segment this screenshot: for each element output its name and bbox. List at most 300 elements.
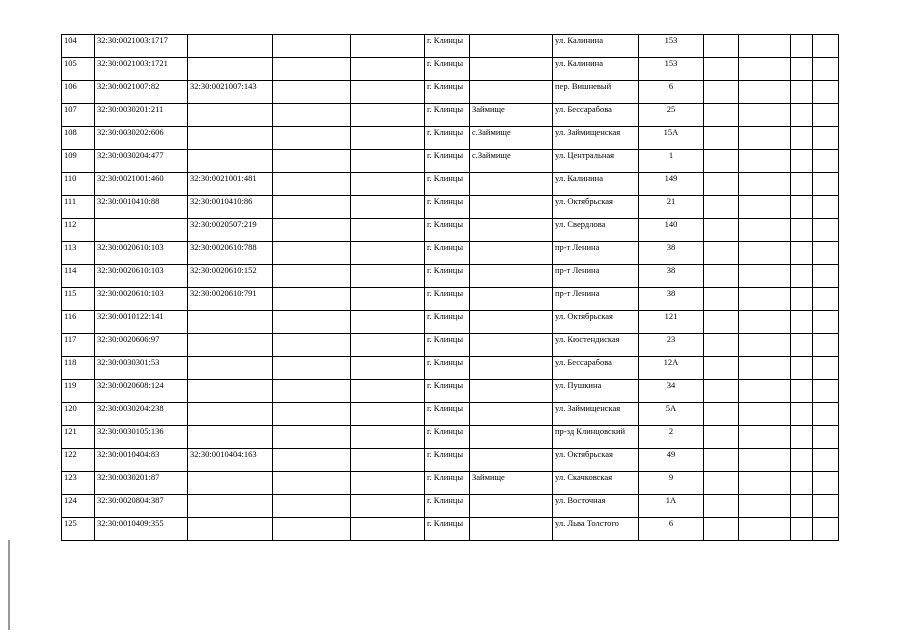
empty-cell xyxy=(739,150,791,173)
empty-cell xyxy=(813,518,839,541)
settlement-cell xyxy=(470,288,553,311)
table-row xyxy=(62,380,839,403)
street-cell: пер. Вишневый xyxy=(553,81,639,104)
empty-cell xyxy=(273,495,351,518)
table-row xyxy=(62,196,839,219)
city-cell: г. Клинцы xyxy=(425,288,470,311)
row-number: 124 xyxy=(62,495,95,518)
empty-cell xyxy=(791,495,813,518)
street-cell: пр-т Ленина xyxy=(553,288,639,311)
empty-cell xyxy=(273,472,351,495)
empty-cell xyxy=(813,81,839,104)
cadastral-number: 32:30:0010410:88 xyxy=(95,196,188,219)
settlement-cell xyxy=(470,357,553,380)
settlement-cell xyxy=(470,58,553,81)
empty-cell xyxy=(813,173,839,196)
empty-cell xyxy=(739,380,791,403)
cadastral-number-related xyxy=(188,495,273,518)
empty-cell xyxy=(739,403,791,426)
cadastral-number-related xyxy=(188,357,273,380)
empty-cell xyxy=(791,311,813,334)
street-cell: ул. Октябрьская xyxy=(553,196,639,219)
house-number: 34 xyxy=(639,380,704,403)
city-cell: г. Клинцы xyxy=(425,81,470,104)
empty-cell xyxy=(813,35,839,58)
house-number: 23 xyxy=(639,334,704,357)
empty-cell xyxy=(273,127,351,150)
empty-cell xyxy=(704,311,739,334)
empty-cell xyxy=(739,426,791,449)
cadastral-number-related xyxy=(188,35,273,58)
empty-cell xyxy=(813,288,839,311)
empty-cell xyxy=(813,311,839,334)
empty-cell xyxy=(273,173,351,196)
settlement-cell xyxy=(470,518,553,541)
empty-cell xyxy=(351,288,425,311)
empty-cell xyxy=(704,196,739,219)
cadastral-number-related xyxy=(188,311,273,334)
cadastral-number-related xyxy=(188,58,273,81)
row-number: 121 xyxy=(62,426,95,449)
cadastral-number-related xyxy=(188,403,273,426)
house-number: 38 xyxy=(639,242,704,265)
empty-cell xyxy=(791,196,813,219)
cadastral-number: 32:30:0020804:387 xyxy=(95,495,188,518)
cadastral-number-related xyxy=(188,334,273,357)
cadastral-number: 32:30:0030301:53 xyxy=(95,357,188,380)
empty-cell xyxy=(351,426,425,449)
settlement-cell xyxy=(470,35,553,58)
settlement-cell xyxy=(470,173,553,196)
row-number: 105 xyxy=(62,58,95,81)
empty-cell xyxy=(273,288,351,311)
empty-cell xyxy=(704,288,739,311)
city-cell: г. Клинцы xyxy=(425,403,470,426)
empty-cell xyxy=(791,219,813,242)
cadastral-number-related: 32:30:0021007:143 xyxy=(188,81,273,104)
table-row xyxy=(62,35,839,58)
empty-cell xyxy=(739,265,791,288)
empty-cell xyxy=(813,495,839,518)
settlement-cell xyxy=(470,242,553,265)
empty-cell xyxy=(704,357,739,380)
empty-cell xyxy=(351,173,425,196)
city-cell: г. Клинцы xyxy=(425,219,470,242)
settlement-cell: с.Займище xyxy=(470,150,553,173)
house-number: 5А xyxy=(639,403,704,426)
settlement-cell xyxy=(470,196,553,219)
empty-cell xyxy=(704,127,739,150)
street-cell: ул. Восточная xyxy=(553,495,639,518)
table-row xyxy=(62,311,839,334)
row-number: 106 xyxy=(62,81,95,104)
empty-cell xyxy=(813,472,839,495)
cadastral-number-related: 32:30:0020610:788 xyxy=(188,242,273,265)
row-number: 116 xyxy=(62,311,95,334)
empty-cell xyxy=(791,104,813,127)
empty-cell xyxy=(791,127,813,150)
empty-cell xyxy=(739,127,791,150)
empty-cell xyxy=(739,196,791,219)
empty-cell xyxy=(351,81,425,104)
cadastral-number-related xyxy=(188,426,273,449)
city-cell: г. Клинцы xyxy=(425,426,470,449)
empty-cell xyxy=(351,219,425,242)
settlement-cell xyxy=(470,380,553,403)
city-cell: г. Клинцы xyxy=(425,495,470,518)
empty-cell xyxy=(273,426,351,449)
table-row xyxy=(62,265,839,288)
settlement-cell xyxy=(470,81,553,104)
table-row xyxy=(62,104,839,127)
street-cell: ул. Калинина xyxy=(553,58,639,81)
city-cell: г. Клинцы xyxy=(425,449,470,472)
cadastral-number-related: 32:30:0021001:481 xyxy=(188,173,273,196)
settlement-cell xyxy=(470,449,553,472)
empty-cell xyxy=(704,495,739,518)
cadastral-number: 32:30:0020610:103 xyxy=(95,288,188,311)
city-cell: г. Клинцы xyxy=(425,150,470,173)
settlement-cell xyxy=(470,265,553,288)
street-cell: ул. Пушкина xyxy=(553,380,639,403)
cadastral-number-related: 32:30:0020610:791 xyxy=(188,288,273,311)
street-cell: ул. Кюстендиская xyxy=(553,334,639,357)
city-cell: г. Клинцы xyxy=(425,357,470,380)
row-number: 111 xyxy=(62,196,95,219)
empty-cell xyxy=(351,265,425,288)
city-cell: г. Клинцы xyxy=(425,242,470,265)
empty-cell xyxy=(273,311,351,334)
empty-cell xyxy=(813,219,839,242)
house-number: 49 xyxy=(639,449,704,472)
city-cell: г. Клинцы xyxy=(425,334,470,357)
cadastral-number xyxy=(95,219,188,242)
empty-cell xyxy=(791,357,813,380)
house-number: 15А xyxy=(639,127,704,150)
row-number: 120 xyxy=(62,403,95,426)
street-cell: ул. Калинина xyxy=(553,173,639,196)
settlement-cell: с.Займище xyxy=(470,127,553,150)
empty-cell xyxy=(704,173,739,196)
cadastral-number: 32:30:0030204:477 xyxy=(95,150,188,173)
table-row xyxy=(62,334,839,357)
city-cell: г. Клинцы xyxy=(425,518,470,541)
street-cell: ул. Скачковская xyxy=(553,472,639,495)
cadastral-number: 32:30:0030201:87 xyxy=(95,472,188,495)
cadastral-number-related: 32:30:0010410:86 xyxy=(188,196,273,219)
empty-cell xyxy=(351,311,425,334)
empty-cell xyxy=(813,58,839,81)
table-row xyxy=(62,127,839,150)
empty-cell xyxy=(273,449,351,472)
empty-cell xyxy=(813,104,839,127)
table-row xyxy=(62,219,839,242)
house-number: 6 xyxy=(639,81,704,104)
empty-cell xyxy=(351,127,425,150)
empty-cell xyxy=(351,150,425,173)
cadastral-number: 32:30:0020606:97 xyxy=(95,334,188,357)
empty-cell xyxy=(351,35,425,58)
empty-cell xyxy=(791,242,813,265)
street-cell: ул. Свердлова xyxy=(553,219,639,242)
table-row xyxy=(62,403,839,426)
table-row xyxy=(62,58,839,81)
empty-cell xyxy=(704,219,739,242)
house-number: 25 xyxy=(639,104,704,127)
cadastral-number: 32:30:0020608:124 xyxy=(95,380,188,403)
empty-cell xyxy=(704,35,739,58)
empty-cell xyxy=(273,518,351,541)
cadastral-number: 32:30:0010409:355 xyxy=(95,518,188,541)
empty-cell xyxy=(791,518,813,541)
city-cell: г. Клинцы xyxy=(425,380,470,403)
house-number: 153 xyxy=(639,58,704,81)
table-row xyxy=(62,288,839,311)
empty-cell xyxy=(813,380,839,403)
city-cell: г. Клинцы xyxy=(425,58,470,81)
empty-cell xyxy=(791,334,813,357)
settlement-cell xyxy=(470,426,553,449)
settlement-cell xyxy=(470,495,553,518)
empty-cell xyxy=(704,242,739,265)
empty-cell xyxy=(813,242,839,265)
empty-cell xyxy=(273,81,351,104)
street-cell: ул. Центральная xyxy=(553,150,639,173)
cadastral-number: 32:30:0030201:211 xyxy=(95,104,188,127)
house-number: 9 xyxy=(639,472,704,495)
empty-cell xyxy=(791,173,813,196)
empty-cell xyxy=(273,357,351,380)
settlement-cell xyxy=(470,403,553,426)
cadastral-number: 32:30:0021001:460 xyxy=(95,173,188,196)
table-row xyxy=(62,242,839,265)
empty-cell xyxy=(351,196,425,219)
house-number: 153 xyxy=(639,35,704,58)
house-number: 2 xyxy=(639,426,704,449)
empty-cell xyxy=(273,150,351,173)
registry-table xyxy=(61,34,839,541)
cadastral-number-related xyxy=(188,380,273,403)
row-number: 113 xyxy=(62,242,95,265)
street-cell: ул. Калинина xyxy=(553,35,639,58)
empty-cell xyxy=(704,380,739,403)
row-number: 125 xyxy=(62,518,95,541)
empty-cell xyxy=(739,104,791,127)
empty-cell xyxy=(351,380,425,403)
row-number: 110 xyxy=(62,173,95,196)
city-cell: г. Клинцы xyxy=(425,196,470,219)
cadastral-number: 32:30:0021003:1721 xyxy=(95,58,188,81)
empty-cell xyxy=(273,334,351,357)
row-number: 109 xyxy=(62,150,95,173)
row-number: 118 xyxy=(62,357,95,380)
empty-cell xyxy=(791,449,813,472)
empty-cell xyxy=(813,127,839,150)
empty-cell xyxy=(739,449,791,472)
empty-cell xyxy=(813,403,839,426)
house-number: 38 xyxy=(639,265,704,288)
empty-cell xyxy=(791,380,813,403)
empty-cell xyxy=(791,472,813,495)
cadastral-number-related: 32:30:0020507:219 xyxy=(188,219,273,242)
cadastral-number-related: 32:30:0020610:152 xyxy=(188,265,273,288)
empty-cell xyxy=(739,334,791,357)
table-row xyxy=(62,518,839,541)
city-cell: г. Клинцы xyxy=(425,104,470,127)
cadastral-number: 32:30:0020610:103 xyxy=(95,265,188,288)
empty-cell xyxy=(791,265,813,288)
cadastral-number-related xyxy=(188,104,273,127)
street-cell: ул. Займищенская xyxy=(553,403,639,426)
empty-cell xyxy=(739,58,791,81)
empty-cell xyxy=(791,426,813,449)
city-cell: г. Клинцы xyxy=(425,127,470,150)
cadastral-number-related xyxy=(188,127,273,150)
empty-cell xyxy=(813,357,839,380)
empty-cell xyxy=(813,334,839,357)
registry-rows xyxy=(62,35,839,541)
cadastral-number-related xyxy=(188,518,273,541)
table-row xyxy=(62,472,839,495)
empty-cell xyxy=(273,196,351,219)
table-row xyxy=(62,426,839,449)
empty-cell xyxy=(813,426,839,449)
row-number: 117 xyxy=(62,334,95,357)
cadastral-number: 32:30:0021003:1717 xyxy=(95,35,188,58)
empty-cell xyxy=(791,81,813,104)
empty-cell xyxy=(739,81,791,104)
scan-edge-mark xyxy=(8,540,10,630)
empty-cell xyxy=(351,104,425,127)
row-number: 104 xyxy=(62,35,95,58)
cadastral-number-related: 32:30:0010404:163 xyxy=(188,449,273,472)
empty-cell xyxy=(273,104,351,127)
house-number: 149 xyxy=(639,173,704,196)
empty-cell xyxy=(791,35,813,58)
cadastral-number: 32:30:0021007:82 xyxy=(95,81,188,104)
empty-cell xyxy=(351,242,425,265)
row-number: 115 xyxy=(62,288,95,311)
empty-cell xyxy=(273,58,351,81)
empty-cell xyxy=(739,35,791,58)
empty-cell xyxy=(739,495,791,518)
empty-cell xyxy=(739,242,791,265)
table-row xyxy=(62,357,839,380)
house-number: 21 xyxy=(639,196,704,219)
empty-cell xyxy=(351,334,425,357)
city-cell: г. Клинцы xyxy=(425,35,470,58)
empty-cell xyxy=(704,426,739,449)
empty-cell xyxy=(739,357,791,380)
empty-cell xyxy=(351,518,425,541)
cadastral-number: 32:30:0030202:606 xyxy=(95,127,188,150)
empty-cell xyxy=(704,81,739,104)
street-cell: пр-т Ленина xyxy=(553,265,639,288)
empty-cell xyxy=(704,104,739,127)
house-number: 1А xyxy=(639,495,704,518)
cadastral-number-related xyxy=(188,472,273,495)
table-row xyxy=(62,449,839,472)
empty-cell xyxy=(704,334,739,357)
row-number: 119 xyxy=(62,380,95,403)
cadastral-number: 32:30:0030204:238 xyxy=(95,403,188,426)
cadastral-number: 32:30:0010404:83 xyxy=(95,449,188,472)
row-number: 108 xyxy=(62,127,95,150)
city-cell: г. Клинцы xyxy=(425,173,470,196)
empty-cell xyxy=(813,150,839,173)
settlement-cell: Займище xyxy=(470,472,553,495)
house-number: 12А xyxy=(639,357,704,380)
empty-cell xyxy=(351,495,425,518)
empty-cell xyxy=(273,403,351,426)
settlement-cell xyxy=(470,334,553,357)
empty-cell xyxy=(791,58,813,81)
empty-cell xyxy=(739,311,791,334)
empty-cell xyxy=(739,173,791,196)
empty-cell xyxy=(813,449,839,472)
empty-cell xyxy=(813,196,839,219)
cadastral-number: 32:30:0010122:141 xyxy=(95,311,188,334)
empty-cell xyxy=(273,242,351,265)
street-cell: ул. Октябрьская xyxy=(553,449,639,472)
street-cell: пр-т Ленина xyxy=(553,242,639,265)
empty-cell xyxy=(273,35,351,58)
empty-cell xyxy=(791,150,813,173)
settlement-cell xyxy=(470,219,553,242)
street-cell: ул. Октябрьская xyxy=(553,311,639,334)
cadastral-number: 32:30:0030105:136 xyxy=(95,426,188,449)
table-row xyxy=(62,173,839,196)
row-number: 112 xyxy=(62,219,95,242)
street-cell: пр-зд Клинцовский xyxy=(553,426,639,449)
house-number: 6 xyxy=(639,518,704,541)
empty-cell xyxy=(351,449,425,472)
row-number: 114 xyxy=(62,265,95,288)
cadastral-number: 32:30:0020610:103 xyxy=(95,242,188,265)
settlement-cell: Займище xyxy=(470,104,553,127)
empty-cell xyxy=(739,288,791,311)
empty-cell xyxy=(351,472,425,495)
empty-cell xyxy=(704,472,739,495)
settlement-cell xyxy=(470,311,553,334)
empty-cell xyxy=(704,150,739,173)
empty-cell xyxy=(351,58,425,81)
empty-cell xyxy=(704,403,739,426)
empty-cell xyxy=(704,58,739,81)
row-number: 122 xyxy=(62,449,95,472)
empty-cell xyxy=(739,472,791,495)
table-row xyxy=(62,150,839,173)
house-number: 38 xyxy=(639,288,704,311)
empty-cell xyxy=(739,518,791,541)
empty-cell xyxy=(273,380,351,403)
street-cell: ул. Льва Толстого xyxy=(553,518,639,541)
empty-cell xyxy=(704,518,739,541)
house-number: 1 xyxy=(639,150,704,173)
city-cell: г. Клинцы xyxy=(425,472,470,495)
empty-cell xyxy=(351,403,425,426)
empty-cell xyxy=(791,403,813,426)
street-cell: ул. Бессарабова xyxy=(553,104,639,127)
table-row xyxy=(62,495,839,518)
street-cell: ул. Бессарабова xyxy=(553,357,639,380)
empty-cell xyxy=(704,449,739,472)
city-cell: г. Клинцы xyxy=(425,265,470,288)
house-number: 121 xyxy=(639,311,704,334)
street-cell: ул. Займищенская xyxy=(553,127,639,150)
table-row xyxy=(62,81,839,104)
empty-cell xyxy=(704,265,739,288)
